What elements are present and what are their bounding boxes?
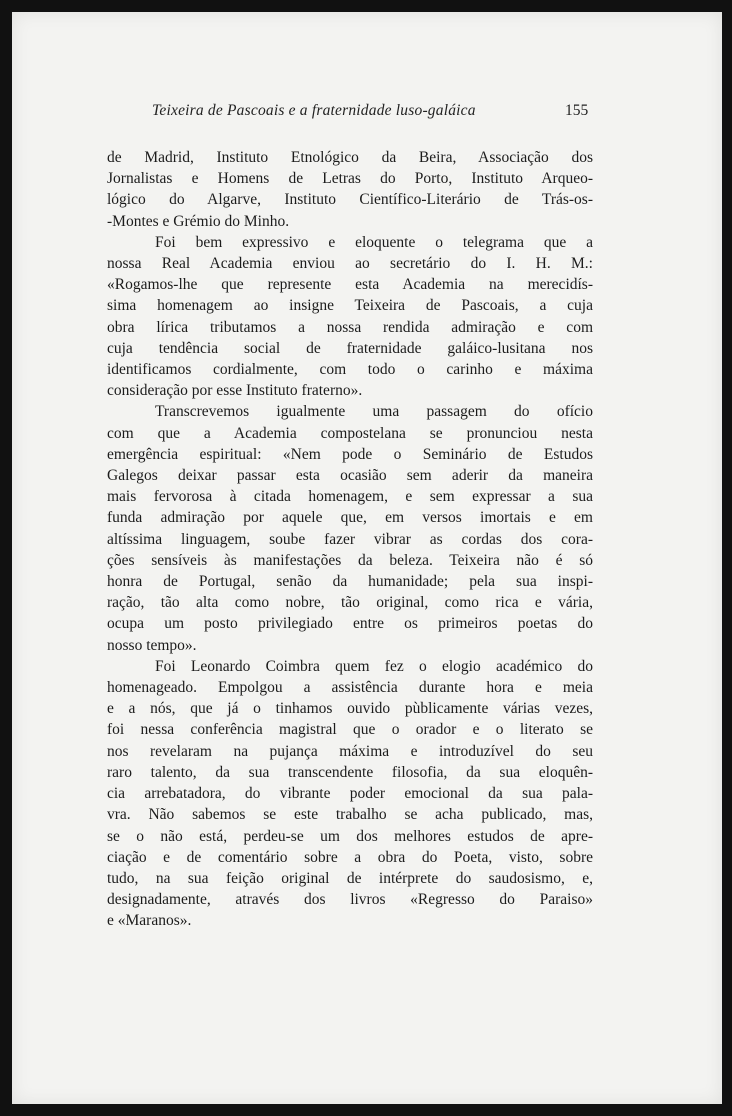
text-line: sima homenagem ao insigne Teixeira de Pascoais, a cuja: [107, 297, 593, 315]
text-line: tudo, na sua feição original de intérprete do saudosismo, e,: [107, 869, 593, 887]
text-line: nos revelaram na pujança máxima e introduzível do seu: [107, 742, 593, 760]
text-line: lógico do Algarve, Instituto Científico-Literário de Trás-os-: [107, 191, 593, 209]
text-line: de Madrid, Instituto Etnológico da Beira, Associação dos: [107, 149, 593, 166]
running-title: Teixeira de Pascoais e a fraternidade luso-galáica: [152, 102, 476, 119]
text-line: nossa Real Academia enviou ao secretário do I. H. M.:: [107, 255, 593, 273]
paragraph-start-line: Foi Leonardo Coimbra quem fez o elogio académico do: [155, 657, 593, 675]
text-line: identificamos cordialmente, com todo o carinho e máxima: [107, 361, 593, 379]
text-line: funda admiração por aquele que, em versos imortais e em: [107, 509, 593, 527]
text-line: cuja tendência social de fraternidade galáico-lusitana nos: [107, 339, 593, 357]
text-line: Jornalistas e Homens de Letras do Porto, Instituto Arqueo-: [107, 170, 593, 188]
text-line: ciação e de comentário sobre a obra do Poeta, visto, sobre: [107, 848, 593, 866]
paragraph-start-line: Transcrevemos igualmente uma passagem do ofício: [155, 403, 593, 421]
text-line: homenageado. Empolgou a assistência durante hora e meia: [107, 679, 593, 697]
text-line: nosso tempo».: [107, 636, 197, 654]
text-line: se o não está, perdeu-se um dos melhores estudos de apre-: [107, 827, 593, 845]
text-line: cia arrebatadora, do vibrante poder emocional da sua pala-: [107, 785, 593, 803]
text-line: honra de Portugal, senão da humanidade; pela sua inspi-: [107, 573, 593, 591]
text-line: altíssima linguagem, soube fazer vibrar as cordas dos cora-: [107, 530, 593, 548]
text-line: vra. Não sabemos se este trabalho se acha publicado, mas,: [107, 806, 593, 824]
text-line: consideração por esse Instituto fraterno».: [107, 382, 363, 400]
text-line: foi nessa conferência magistral que o orador e o literato se: [107, 721, 593, 739]
text-line: «Rogamos-lhe que represente esta Academia na merecidís-: [107, 276, 593, 294]
text-line: raro talento, da sua transcendente filosofia, da sua eloquên-: [107, 763, 593, 781]
page-number: 155: [565, 102, 589, 119]
text-line: e a nós, que já o tinhamos ouvido pùblicamente várias vezes,: [107, 700, 593, 718]
paragraph-start-line: Foi bem expressivo e eloquente o telegrama que a: [155, 233, 593, 251]
text-line: ções sensíveis às manifestações da beleza. Teixeira não é só: [107, 551, 593, 569]
text-line: Galegos deixar passar esta ocasião sem aderir da maneira: [107, 467, 593, 485]
text-line: -Montes e Grémio do Minho.: [107, 212, 290, 230]
book-page: [12, 12, 722, 1104]
body-text: [107, 147, 593, 932]
text-line: e «Maranos».: [107, 912, 192, 930]
text-line: com que a Academia compostelana se pronunciou nesta: [107, 424, 593, 442]
text-line: ocupa um posto privilegiado entre os primeiros poetas do: [107, 615, 593, 633]
text-line: mais fervorosa à citada homenagem, e sem expressar a sua: [107, 488, 593, 506]
text-line: ração, tão alta como nobre, tão original, como rica e vária,: [107, 594, 593, 612]
text-line: designadamente, através dos livros «Regresso do Paraiso»: [107, 891, 593, 909]
text-line: obra lírica tributamos a nossa rendida admiração e com: [107, 318, 593, 336]
text-line: emergência espiritual: «Nem pode o Seminário de Estudos: [107, 445, 593, 463]
page-header: [12, 102, 722, 126]
